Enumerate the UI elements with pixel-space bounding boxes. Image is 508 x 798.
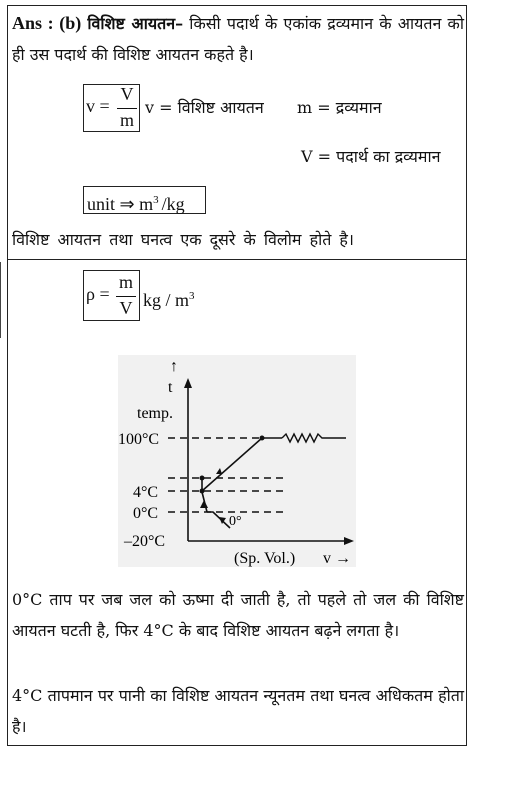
answer-topic: विशिष्ट आयतन– xyxy=(87,14,184,33)
formula2-lhs: ρ = xyxy=(86,284,110,304)
explanation-paragraph-1: 0°C ताप पर जब जल को ऊष्मा दी जाती है, तो पहले तो जल की विशिष्ट आयतन घटती है, फिर 4°C के बाद विशिष्ट आयतन बढ़ने लगता है। xyxy=(12,590,464,640)
x-axis-symbol: v → xyxy=(323,550,351,567)
y-axis-arrow-symbol: ↑ xyxy=(170,358,178,375)
density-unit-exponent: 3 xyxy=(189,290,195,302)
x-axis-label: (Sp. Vol.) xyxy=(234,550,296,567)
formula1-lhs: v = xyxy=(86,96,110,116)
unit-exponent: 3 xyxy=(153,194,159,206)
y-axis-arrowhead xyxy=(184,378,192,388)
explanation-paragraph-2: 4°C तापमान पर पानी का विशिष्ट आयतन न्यूनतम तथा घनत्व अधिकतम होता है। xyxy=(12,686,464,736)
y-axis-symbol: t xyxy=(168,379,173,396)
ice-heating-segment xyxy=(207,512,230,528)
point-100c xyxy=(260,436,265,441)
vaporization-zigzag xyxy=(282,434,346,442)
legend-volume: V = पदार्थ का द्रव्यमान xyxy=(301,147,441,166)
unit-tail: /kg xyxy=(161,194,185,214)
tick-label-0c: 0°C xyxy=(133,505,159,522)
tick-label-neg20c: –20°C xyxy=(124,533,166,550)
formula2-denominator: V xyxy=(119,298,133,318)
density-unit-text: kg / m xyxy=(143,290,190,310)
formula1-denominator: m xyxy=(119,110,134,130)
y-axis-label: temp. xyxy=(137,405,173,422)
definition-text: किसी पदार्थ के एकांक द्रव्यमान के आयतन को ही उस पदार्थ की विशिष्ट आयतन कहते है। xyxy=(12,14,464,64)
legend-specific-volume: v = विशिष्ट आयतन xyxy=(145,98,264,117)
expansion-arrowhead xyxy=(216,468,222,474)
expansion-segment xyxy=(202,438,262,491)
angle-label: 0° xyxy=(229,514,242,529)
point-upper xyxy=(200,476,205,481)
legend-mass: m = द्रव्यमान xyxy=(297,98,382,117)
x-axis-arrowhead xyxy=(344,537,354,545)
formula1-numerator: V xyxy=(120,84,134,104)
tick-label-4c: 4°C xyxy=(133,484,159,501)
unit-main: unit ⇒ m xyxy=(87,194,154,214)
formula2-numerator: m xyxy=(118,272,133,292)
answer-label: Ans : (b) xyxy=(12,13,82,33)
tick-label-100c: 100°C xyxy=(118,431,160,448)
reciprocal-note: विशिष्ट आयतन तथा घनत्व एक दूसरे के विलोम होते है। xyxy=(12,230,354,249)
melting-arrowhead xyxy=(200,500,208,508)
